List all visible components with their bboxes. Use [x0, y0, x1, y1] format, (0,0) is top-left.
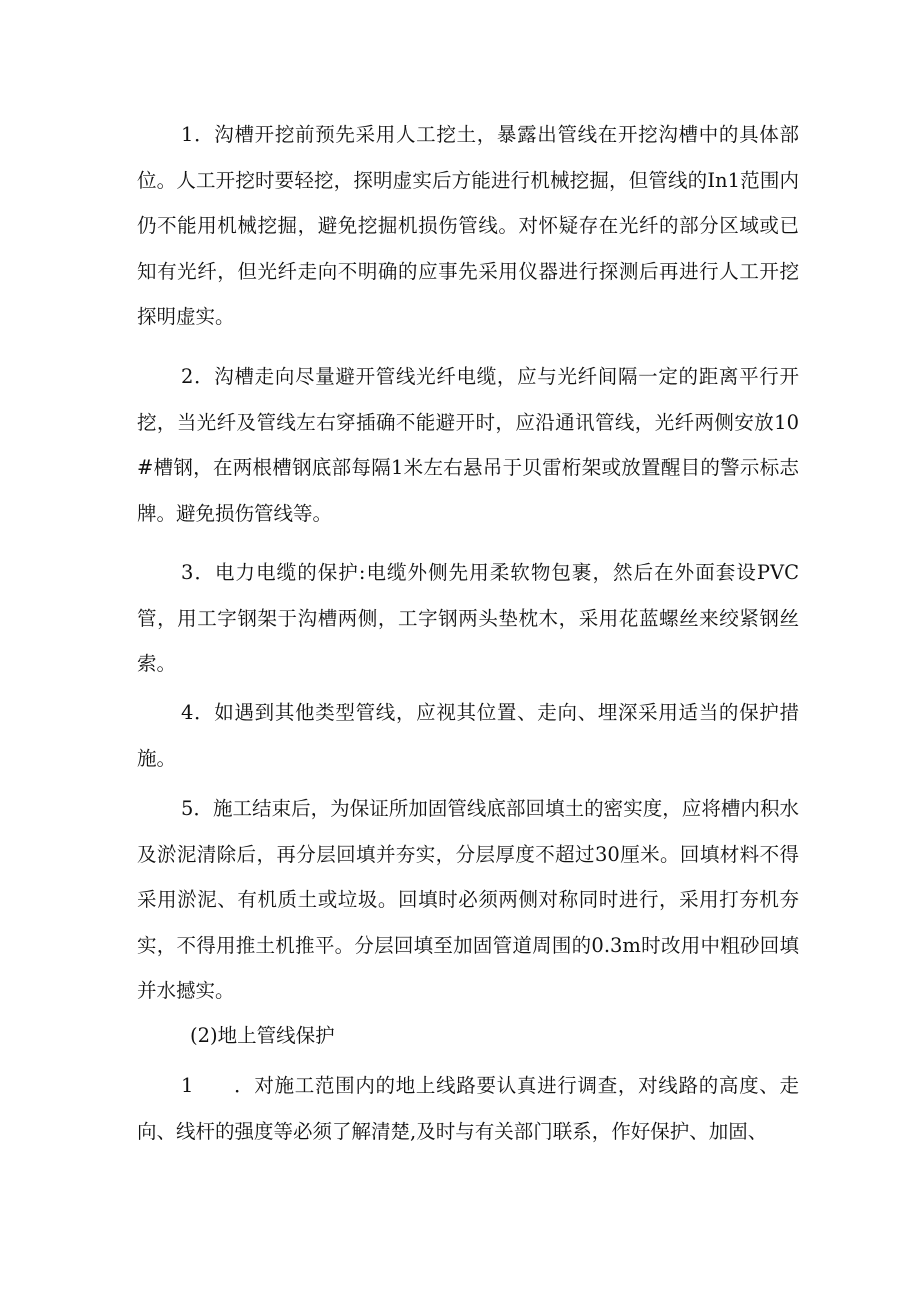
- paragraph-2: 2．沟槽走向尽量避开管线光纤电缆，应与光纤间隔一定的距离平行开挖，当光纤及管线左右穿插确不能避开时，应沿通讯管线，光纤两侧安放10#槽钢，在两根槽钢底部每隔1米左右悬吊于贝雷桁架或放置醒目的警示标志牌。避免损伤管线等。: [137, 365, 799, 525]
- paragraph-6: [137, 1063, 799, 1154]
- paragraph-3: 3．电力电缆的保护:电缆外侧先用柔软物包裹，然后在外面套设PVC管，用工字钢架于沟槽两侧，工字钢两头垫枕木，采用花蓝螺丝来绞紧钢丝索。: [137, 561, 799, 676]
- section-heading: (2)地上管线保护: [190, 1024, 335, 1047]
- paragraph-6-number: 1: [181, 1074, 194, 1097]
- paragraph-4: 4．如遇到其他类型管线，应视其位置、走向、埋深采用适当的保护措施。: [137, 701, 799, 770]
- paragraph-6-text: ．对施工范围内的地上线路要认真进行调查，对线路的高度、走向、线杆的强度等必须了解清楚,及时与有关部门联系，作好保护、加固、: [137, 1074, 799, 1143]
- paragraph-5: 5．施工结束后，为保证所加固管线底部回填土的密实度，应将槽内积水及淤泥清除后，再分层回填并夯实，分层厚度不超过30厘米。回填材料不得采用淤泥、有机质土或垃圾。回填时必须两侧对称同时进行，采用打夯机夯实，不得用推土机推平。分层回填至加固管道周围的0.3m时改用中粗砂回填并水撼实。: [137, 797, 799, 1003]
- paragraph-1: 1．沟槽开挖前预先采用人工挖土，暴露出管线在开挖沟槽中的具体部位。人工开挖时要轻挖，探明虚实后方能进行机械挖掘，但管线的In1范围内仍不能用机械挖掘，避免挖掘机损伤管线。对怀疑存在光纤的部分区域或已知有光纤，但光纤走向不明确的应事先采用仪器进行探测后再进行人工开挖探明虚实。: [137, 123, 799, 329]
